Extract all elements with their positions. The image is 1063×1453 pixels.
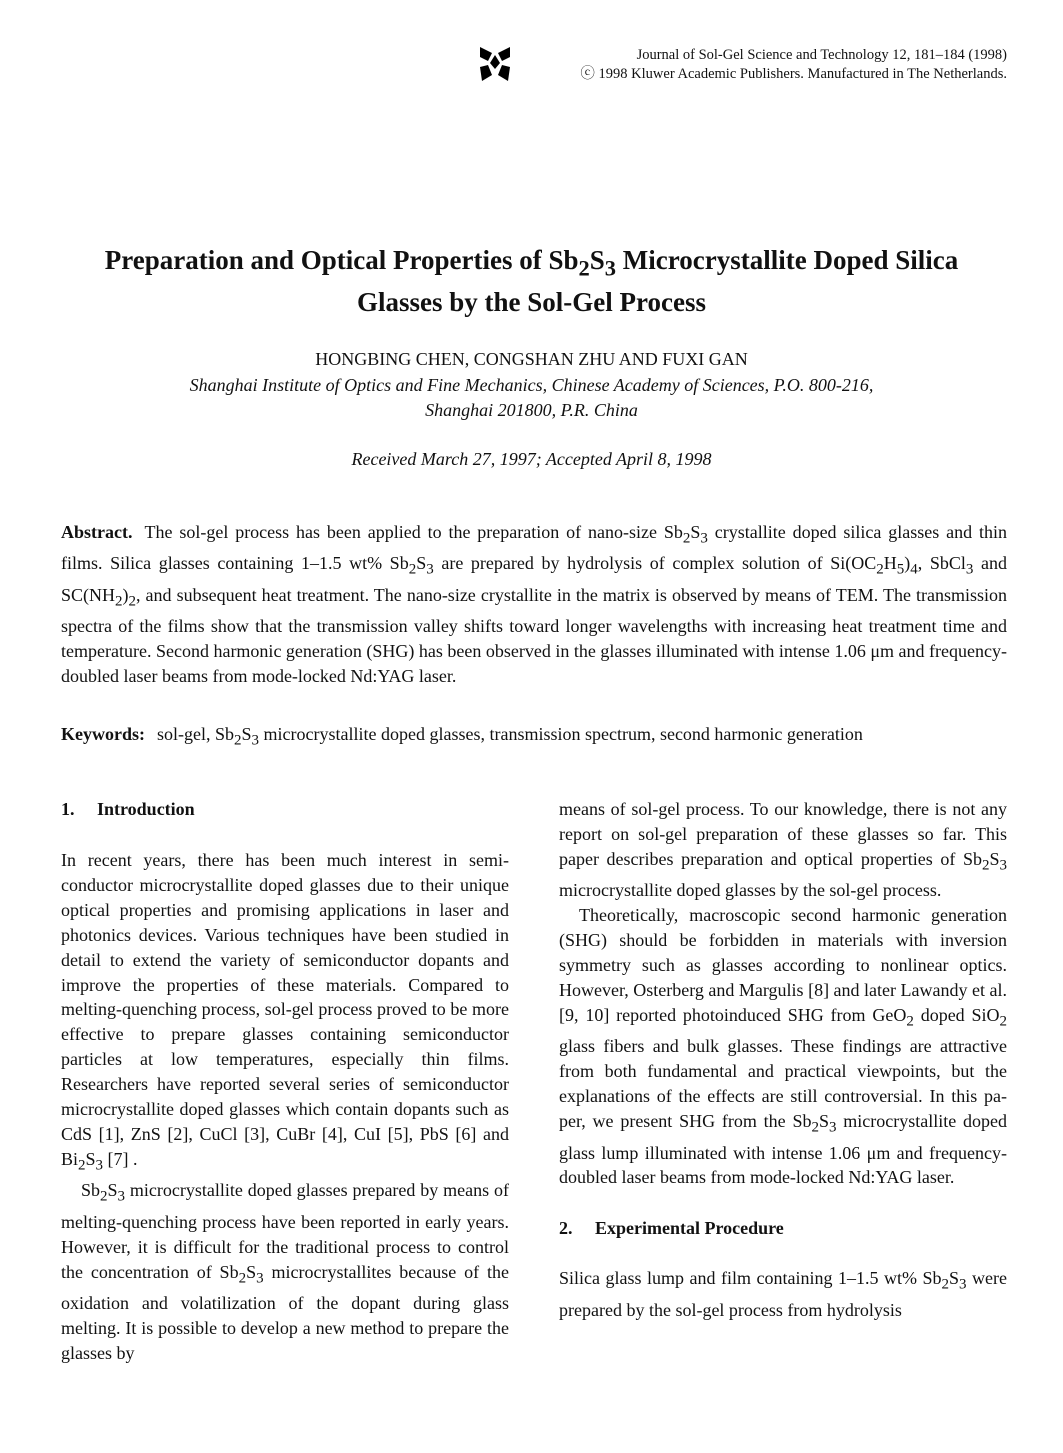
section-heading-experimental: 2. Experimental Procedure — [559, 1218, 784, 1239]
abstract: Abstract. The sol-gel process has been applied to the preparation of nano-size $Sb_2S_3$ crystallite doped silica glasses and thin films. Silica glasses containing 1–1.5 wt% $Sb_2S_3$ are prepared by hydrolysis of complex solution of $Si(OC_2H_5)_4$, SbCl$_3$ and $SC(NH_2)_2$, and subsequent heat treatment. The nano-size crystallite in the matrix is observed by means of TEM. The transmission spectra of the films show that the transmission valley shifts toward longer wavelengths with increasing heat treatment time and temperature. Second harmonic generation (SHG) has been observed in the glasses illuminated with intense 1.06 μm and frequency-doubled laser beams from mode-locked Nd:YAG laser. — [61, 522, 1007, 686]
journal-header — [580, 46, 1007, 84]
authors: HONGBING CHEN, CONGSHAN ZHU AND FUXI GAN — [315, 349, 748, 369]
paper-title: Preparation and Optical Properties of $Sb_2S_3$ Microcrystallite Doped Silica Glasses by the Sol-Gel Process — [104, 245, 959, 318]
paragraph: $Sb_2S_3$ microcrystallite doped glasses prepared by means of melting-quenching process have been reported in early years. However, it is difficult for the traditional process to control the concentration of $Sb_2S_3$ microcrystallites because of the oxidation and volatilization of the dopant during glass melting. It is possible to develop a new method to prepare the glasses by — [61, 1180, 510, 1363]
journal-citation: Journal of Sol-Gel Science and Technology 12, 181–184 (1998) — [636, 47, 1007, 63]
publisher-logo-icon — [478, 45, 512, 83]
column-right — [559, 797, 1007, 1323]
abstract-label: Abstract. — [61, 522, 133, 542]
paragraph: Theoretically, macroscopic second harmonic generation (SHG) should be forbidden in materials with inversion symmetry such as glasses according to nonlinear optics. However, Osterberg and Margulis [8] and later Lawandy et al. [9, 10] reported photoinduced SHG from GeO$_2$ doped SiO$_2$ glass fibers and bulk glasses. These findings are attractive from both fundamental and practical viewpoints, but the explanations of the effects are still controversial. In this paper, we present SHG from the $Sb_2S_3$ microcrystallite doped glass lump illuminated with intense 1.06 μm and frequency-doubled laser beams from mode-locked Nd:YAG laser. — [559, 905, 1008, 1188]
paragraph: means of sol-gel process. To our knowledge, there is not any report on sol-gel preparation of these glasses so far. This paper describes preparation and optical properties of $Sb_2S_3$ microcrystallite doped glasses by the sol-gel process. — [559, 799, 1007, 901]
keywords: Keywords: sol-gel, $Sb_2S_3$ microcrystallite doped glasses, transmission spectrum, second harmonic generation — [61, 724, 863, 749]
paragraph: In recent years, there has been much interest in semiconductor microcrystallite doped glasses due to their unique optical properties and promising applications in laser and photonics devices. Various techniques have been studied in detail to extend the variety of semiconductor dopants and improve the properties of these materials. Compared to melting-quenching process, sol-gel process proved to be more effective to prepare glasses containing semiconductor particles at low temperatures, especially thin films. Researchers have reported several series of semiconductor microcrystallite doped glasses which contain dopants such as CdS [1], ZnS [2], CuCl [3], CuBr [4], CuI [5], PbS [6] and $Bi_2S_3$ [7] . — [61, 850, 509, 1174]
section-heading-introduction: 1. Introduction — [61, 799, 195, 819]
paragraph: Silica glass lump and film containing 1–1.5 wt% $Sb_2S_3$ were prepared by the sol-gel process from hydrolysis — [559, 1268, 1008, 1320]
copyright-notice: ⓒ 1998 Kluwer Academic Publishers. Manufactured in The Netherlands. — [580, 66, 1007, 82]
keywords-label: Keywords: — [61, 724, 145, 744]
affiliation: Shanghai Institute of Optics and Fine Mechanics, Chinese Academy of Sciences, P.O. 800-216, Shanghai 201800, P.R. China — [189, 375, 874, 420]
received-dates: Received March 27, 1997; Accepted April 8, 1998 — [351, 449, 712, 469]
column-left — [61, 797, 509, 1366]
